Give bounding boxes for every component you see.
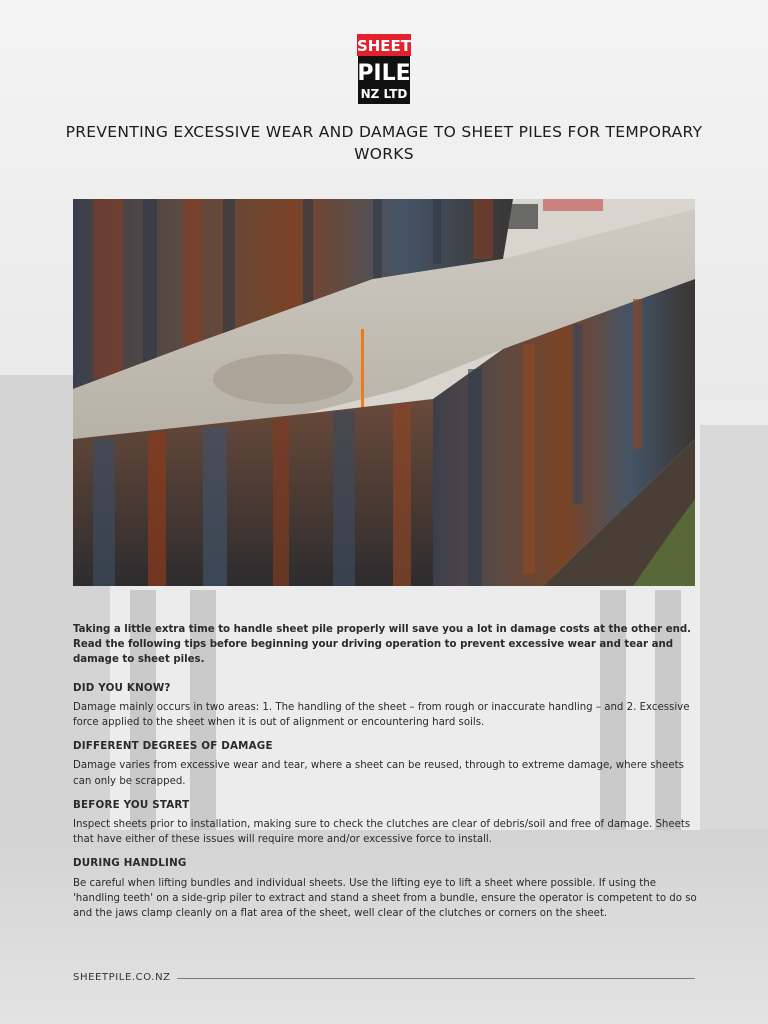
- company-logo: [357, 34, 411, 104]
- logo-pile: PILE: [357, 61, 411, 86]
- section-body: Be careful when lifting bundles and individual sheets. Use the lifting eye to lift a sheet where possible. If using the 'handling teeth' on a side-grip piler to extract and stand a sheet from a bundle, ensure the operator is competent to do so and the jaws clamp cleanly on a flat area of the sheet, well clear of the clutches or corners on the sheet.: [73, 877, 697, 920]
- logo-sheet: SHEET: [357, 37, 411, 55]
- footer: [73, 972, 695, 986]
- sheet-pile-trench-photo: [73, 199, 695, 586]
- logo-nzltd: NZ LTD: [360, 87, 408, 101]
- section-body: Damage varies from excessive wear and tear, where a sheet can be reused, through to extreme damage, where sheets can only be scrapped.: [73, 760, 684, 787]
- section-heading: DURING HANDLING: [73, 857, 187, 870]
- footer-divider: [177, 978, 695, 979]
- section-body: Damage mainly occurs in two areas: 1. The handling of the sheet – from rough or inaccurate handling – and 2. Excessive force applied to the sheet when it is out of alignment or encountering hard soils.: [73, 701, 690, 729]
- section-heading: DIFFERENT DEGREES OF DAMAGE: [73, 740, 273, 753]
- page-title: PREVENTING EXCESSIVE WEAR AND DAMAGE TO SHEET PILES FOR TEMPORARY WORKS: [65, 123, 703, 163]
- intro-paragraph: Taking a little extra time to handle sheet pile properly will save you a lot in damage costs at the other end. Read the following tips before beginning your driving operation to prevent excessive wear and tear and damage to sheet piles.: [73, 624, 692, 666]
- section-body: Inspect sheets prior to installation, making sure to check the clutches are clear of debris/soil and free of damage. Sheets that have either of these issues will require more and/or excessive force to install.: [73, 819, 691, 846]
- website-link[interactable]: SHEETPILE.CO.NZ: [73, 972, 171, 983]
- section-heading: BEFORE YOU START: [73, 798, 190, 811]
- section-heading: DID YOU KNOW?: [73, 681, 171, 694]
- article-body: [73, 622, 703, 930]
